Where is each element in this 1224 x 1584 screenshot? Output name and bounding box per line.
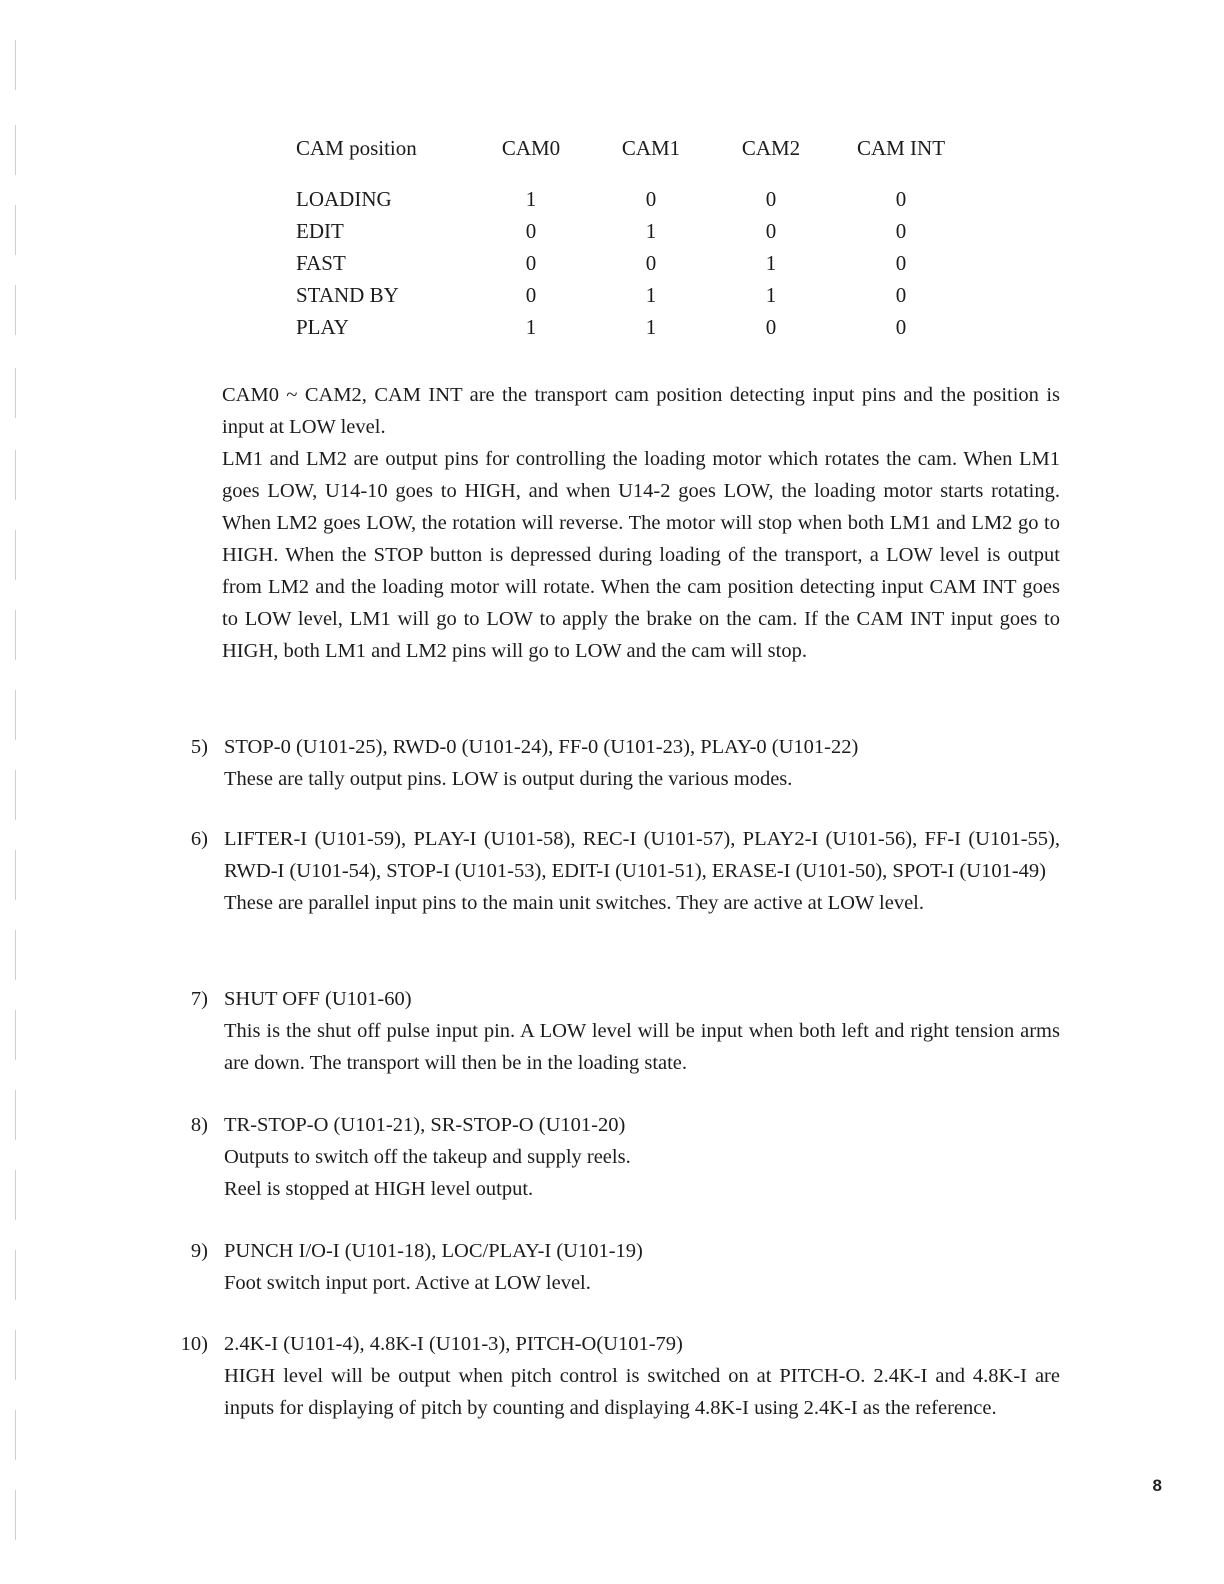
item-number: 5) [190, 736, 208, 758]
table-row [286, 279, 971, 311]
table-row [286, 311, 971, 343]
table-cell: 0 [645, 250, 657, 275]
table-cell: 1 [525, 187, 537, 212]
table-cell: 0 [895, 219, 907, 244]
item-text: This is the shut off pulse input pin. A LOW level will be input when both left and right tension arms are down. The transport will then be in the loading state. [224, 1020, 1060, 1074]
table-cell: 0 [525, 219, 537, 244]
scan-edge-mark [15, 690, 16, 740]
scan-edge-mark [15, 1010, 16, 1060]
table-cell: 1 [765, 282, 777, 307]
table-header-row [286, 136, 971, 170]
table-cell: LOADING [296, 187, 392, 212]
item-heading: 2.4K-I (U101-4), 4.8K-I (U101-3), PITCH-O(U101-79) [224, 1333, 683, 1355]
item-number: 9) [190, 1240, 208, 1262]
table-cell: 0 [525, 282, 537, 307]
table-cell: PLAY [296, 314, 349, 339]
table-cell: 0 [765, 314, 777, 339]
item-text: Outputs to switch off the takeup and supply reels. [224, 1146, 631, 1168]
table-cell: 1 [645, 219, 657, 244]
item-text: Foot switch input port. Active at LOW level. [224, 1272, 591, 1294]
scan-edge-mark [15, 285, 16, 335]
scan-edge-mark [15, 368, 16, 418]
table-cell: STAND BY [296, 282, 399, 307]
scan-edge-mark [15, 850, 16, 900]
table-cell: 1 [765, 250, 777, 275]
intro-paragraph-loading-motor: LM1 and LM2 are output pins for controlling the loading motor which rotates the cam. When LM1 goes LOW, U14-10 goes to HIGH, and when U14-2 goes LOW, the loading motor starts rotating. When LM2 goes LOW, the rotation will reverse. The motor will stop when both LM1 and LM2 go to HIGH. When the STOP button is depressed during loading of the transport, a LOW level is output from LM2 and the loading motor will rotate. When the cam position detecting input CAM INT goes to LOW level, LM1 will go to LOW to apply the brake on the cam. If the CAM INT input goes to HIGH, both LM1 and LM2 pins will go to LOW and the cam will stop. [222, 448, 1060, 662]
scan-edge-mark [15, 1090, 16, 1140]
table-cell: 0 [765, 187, 777, 212]
table-cell: 0 [895, 314, 907, 339]
item-text: These are tally output pins. LOW is output during the various modes. [224, 768, 793, 790]
item-heading: TR-STOP-O (U101-21), SR-STOP-O (U101-20) [224, 1114, 626, 1136]
table-cell: 1 [645, 314, 657, 339]
table-cell: 0 [645, 187, 657, 212]
item-heading: STOP-0 (U101-25), RWD-0 (U101-24), FF-0 (U101-23), PLAY-0 (U101-22) [224, 736, 859, 758]
scan-edge-mark [15, 40, 16, 90]
table-header-cell: CAM INT [856, 136, 946, 160]
scan-edge-mark [15, 1330, 16, 1380]
table-cell: 1 [525, 314, 537, 339]
item-text: These are parallel input pins to the main unit switches. They are active at LOW level. [224, 892, 924, 914]
scan-edge-mark [15, 1490, 16, 1540]
table-header-cell: CAM2 [741, 136, 801, 160]
scan-edge-mark [15, 770, 16, 820]
cam-position-table [286, 136, 971, 343]
table-header-cell: CAM0 [501, 136, 561, 160]
table-cell: 0 [895, 282, 907, 307]
item-text: Reel is stopped at HIGH level output. [224, 1178, 534, 1200]
scan-edge-mark [15, 530, 16, 580]
item-number: 6) [190, 828, 208, 850]
scan-edge-mark [15, 450, 16, 500]
table-header-cell: CAM1 [621, 136, 681, 160]
item-number: 8) [190, 1114, 208, 1136]
table-row [286, 216, 971, 248]
item-number: 7) [190, 988, 208, 1010]
table-cell: 0 [895, 250, 907, 275]
item-heading: PUNCH I/O-I (U101-18), LOC/PLAY-I (U101-19) [224, 1240, 643, 1262]
scan-edge-mark [15, 610, 16, 660]
table-header-cell: CAM position [296, 136, 417, 160]
table-cell: FAST [296, 250, 346, 275]
scan-edge-mark [15, 1250, 16, 1300]
table-cell: 1 [645, 282, 657, 307]
item-text: HIGH level will be output when pitch control is switched on at PITCH-O. 2.4K-I and 4.8K-I are inputs for displaying of pitch by counting and displaying 4.8K-I using 2.4K-I as the reference. [224, 1365, 1060, 1419]
table-cell: 0 [525, 250, 537, 275]
scan-edge-mark [15, 1410, 16, 1460]
item-heading: SHUT OFF (U101-60) [224, 988, 412, 1010]
scan-edge-mark [15, 125, 16, 175]
intro-paragraph-cam: CAM0 ~ CAM2, CAM INT are the transport cam position detecting input pins and the position is input at LOW level. [222, 384, 1060, 438]
table-cell: EDIT [296, 219, 344, 244]
table-cell: 0 [895, 187, 907, 212]
page-number: 8 [1152, 1476, 1162, 1495]
item-heading: LIFTER-I (U101-59), PLAY-I (U101-58), REC-I (U101-57), PLAY2-I (U101-56), FF-I (U101-55), RWD-I (U101-54), STOP-I (U101-53), EDIT-I (U101-51), ERASE-I (U101-50), SPOT-I (U101-49) [224, 828, 1060, 882]
scan-edge-mark [15, 205, 16, 255]
table-row [286, 248, 971, 280]
item-number: 10) [180, 1333, 208, 1355]
scan-edge-mark [15, 930, 16, 980]
scan-edge-mark [15, 1170, 16, 1220]
table-cell: 0 [765, 219, 777, 244]
table-row [286, 170, 971, 216]
